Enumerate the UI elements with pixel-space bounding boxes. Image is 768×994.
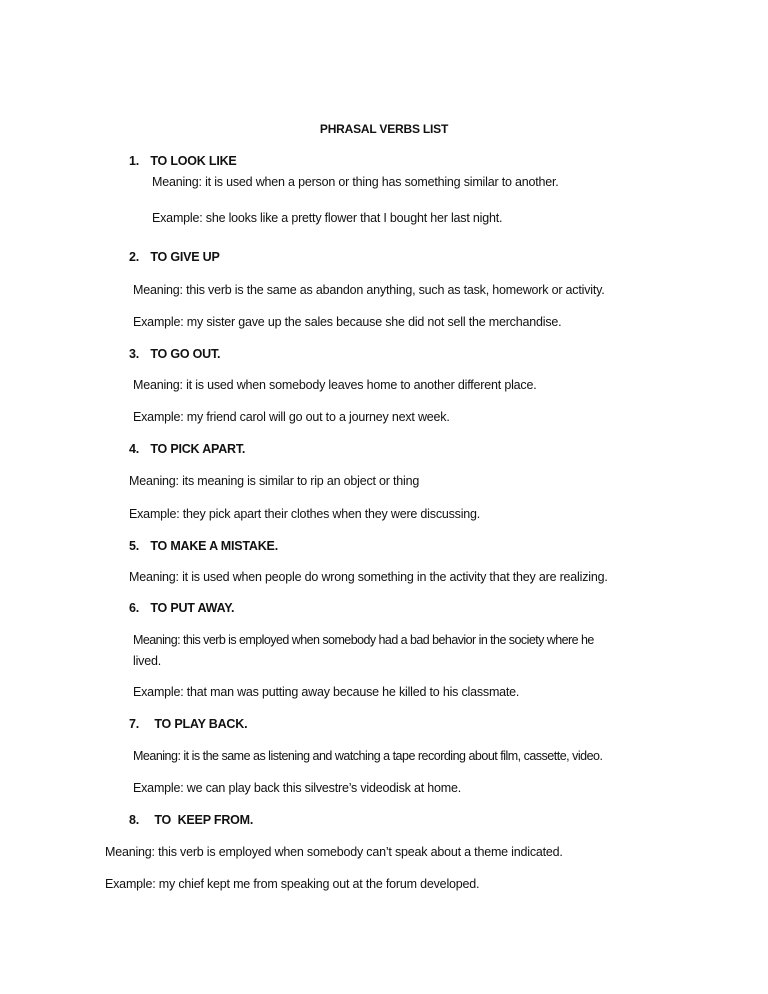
item-number: 4.: [129, 442, 140, 456]
item-4-meaning: Meaning: its meaning is similar to rip an object or thing: [129, 474, 420, 488]
item-7-example: Example: we can play back this silvestre’s videodisk at home.: [133, 781, 462, 795]
item-1-heading: [129, 154, 237, 168]
item-heading: TO MAKE A MISTAKE.: [150, 539, 278, 553]
item-heading: TO GIVE UP: [150, 250, 220, 264]
item-4-heading: [129, 442, 245, 456]
item-number: 3.: [129, 347, 140, 361]
item-6-meaning-line-2: lived.: [133, 654, 161, 668]
item-1-meaning: Meaning: it is used when a person or thing has something similar to another.: [152, 175, 559, 189]
item-2-meaning: Meaning: this verb is the same as abandon anything, such as task, homework or activity.: [133, 283, 605, 297]
title-text: PHRASAL VERBS LIST: [319, 122, 449, 136]
item-4-example: Example: they pick apart their clothes when they were discussing.: [129, 507, 481, 521]
item-8-example: Example: my chief kept me from speaking out at the forum developed.: [105, 877, 480, 891]
item-7-heading: [129, 717, 247, 731]
item-heading: TO PICK APART.: [150, 442, 246, 456]
item-number: 2.: [129, 250, 140, 264]
item-2-heading: [129, 250, 220, 264]
item-6-meaning-line-1: Meaning: this verb is employed when somebody had a bad behavior in the society where he: [133, 633, 594, 647]
item-3-meaning: Meaning: it is used when somebody leaves home to another different place.: [133, 378, 537, 392]
item-number: 1.: [129, 154, 140, 168]
item-heading: TO GO OUT.: [150, 347, 221, 361]
item-heading: TO PLAY BACK.: [154, 717, 248, 731]
item-heading: TO KEEP FROM.: [154, 813, 254, 827]
item-7-meaning: Meaning: it is the same as listening and watching a tape recording about film, cassette, video.: [133, 749, 603, 763]
item-3-example: Example: my friend carol will go out to a journey next week.: [133, 410, 450, 424]
item-2-example: Example: my sister gave up the sales because she did not sell the merchandise.: [133, 315, 562, 329]
item-1-example: Example: she looks like a pretty flower that I bought her last night.: [152, 211, 503, 225]
item-5-heading: [129, 539, 278, 553]
document-title: [0, 122, 768, 136]
item-6-heading: [129, 601, 234, 615]
item-number: 7.: [129, 717, 140, 731]
item-number: 5.: [129, 539, 140, 553]
item-number: 6.: [129, 601, 140, 615]
item-3-heading: [129, 347, 220, 361]
item-heading: TO LOOK LIKE: [150, 154, 237, 168]
item-5-meaning: Meaning: it is used when people do wrong something in the activity that they are realizing.: [129, 570, 608, 584]
item-number: 8.: [129, 813, 140, 827]
item-heading: TO PUT AWAY.: [150, 601, 235, 615]
item-8-heading: [129, 813, 253, 827]
item-6-example: Example: that man was putting away because he killed to his classmate.: [133, 685, 520, 699]
item-8-meaning: Meaning: this verb is employed when somebody can’t speak about a theme indicated.: [105, 845, 563, 859]
